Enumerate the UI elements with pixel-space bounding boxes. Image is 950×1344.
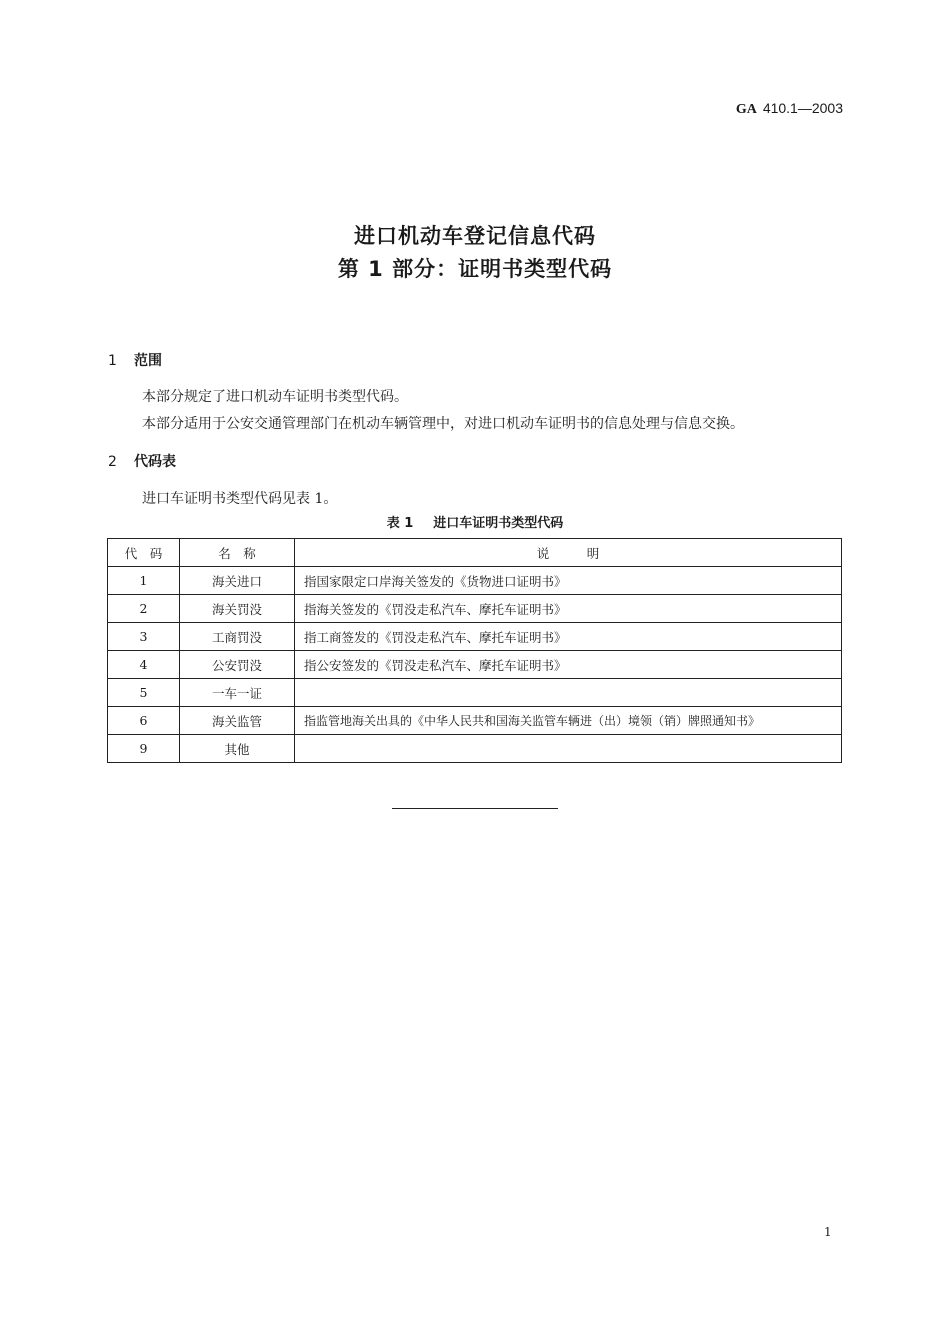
table-row (108, 651, 842, 679)
section-1-title: 范围 (134, 353, 162, 369)
cell-name: 一车一证 (180, 679, 295, 707)
table-row (108, 735, 842, 763)
cell-name: 其他 (180, 735, 295, 763)
cell-description (295, 679, 842, 707)
table-row (108, 707, 842, 735)
table-caption (0, 512, 950, 531)
cell-name: 海关监管 (180, 707, 295, 735)
document-subtitle: 第 1 部分：证明书类型代码 (337, 257, 613, 281)
section-2-paragraph-1: 进口车证明书类型代码见表 1。 (142, 491, 338, 507)
table-row (108, 595, 842, 623)
standard-code-number: 410.1—2003 (762, 100, 843, 116)
header-name: 名 称 (180, 539, 295, 567)
cell-code: 1 (108, 567, 180, 595)
table-header-row (108, 539, 842, 567)
section-1-number: 1 (108, 353, 117, 369)
cell-description (295, 735, 842, 763)
end-rule (392, 808, 558, 809)
cell-code: 5 (108, 679, 180, 707)
cell-name: 公安罚没 (180, 651, 295, 679)
cell-description: 指海关签发的《罚没走私汽车、摩托车证明书》 (295, 595, 842, 623)
cell-code: 6 (108, 707, 180, 735)
document-title: 进口机动车登记信息代码 (354, 224, 596, 248)
table-row (108, 679, 842, 707)
cell-name: 海关进口 (180, 567, 295, 595)
cell-name: 海关罚没 (180, 595, 295, 623)
cell-code: 3 (108, 623, 180, 651)
page-number: 1 (824, 1225, 832, 1239)
cell-description: 指公安签发的《罚没走私汽车、摩托车证明书》 (295, 651, 842, 679)
cell-description: 指监管地海关出具的《中华人民共和国海关监管车辆进（出）境领（销）牌照通知书》 (295, 707, 842, 735)
cell-description: 指国家限定口岸海关签发的《货物进口证明书》 (295, 567, 842, 595)
section-2-heading (108, 451, 176, 471)
table-caption-label: 表 1 (386, 516, 414, 531)
header-description: 说 明 (295, 539, 842, 567)
cell-code: 4 (108, 651, 180, 679)
table-row (108, 623, 842, 651)
table-caption-title: 进口车证明书类型代码 (433, 516, 564, 531)
table-row (108, 567, 842, 595)
section-2-title: 代码表 (134, 454, 176, 470)
section-1-paragraph-1: 本部分规定了进口机动车证明书类型代码。 (142, 389, 408, 405)
standard-code-prefix: GA (735, 102, 757, 117)
section-1-heading (108, 350, 162, 370)
section-2-number: 2 (108, 454, 117, 470)
standard-code (736, 100, 843, 118)
cell-code: 2 (108, 595, 180, 623)
cell-name: 工商罚没 (180, 623, 295, 651)
section-1-paragraph-2: 本部分适用于公安交通管理部门在机动车辆管理中，对进口机动车证明书的信息处理与信息交换。 (142, 416, 744, 432)
cell-code: 9 (108, 735, 180, 763)
code-table (107, 538, 842, 763)
header-code: 代 码 (108, 539, 180, 567)
cell-description: 指工商签发的《罚没走私汽车、摩托车证明书》 (295, 623, 842, 651)
